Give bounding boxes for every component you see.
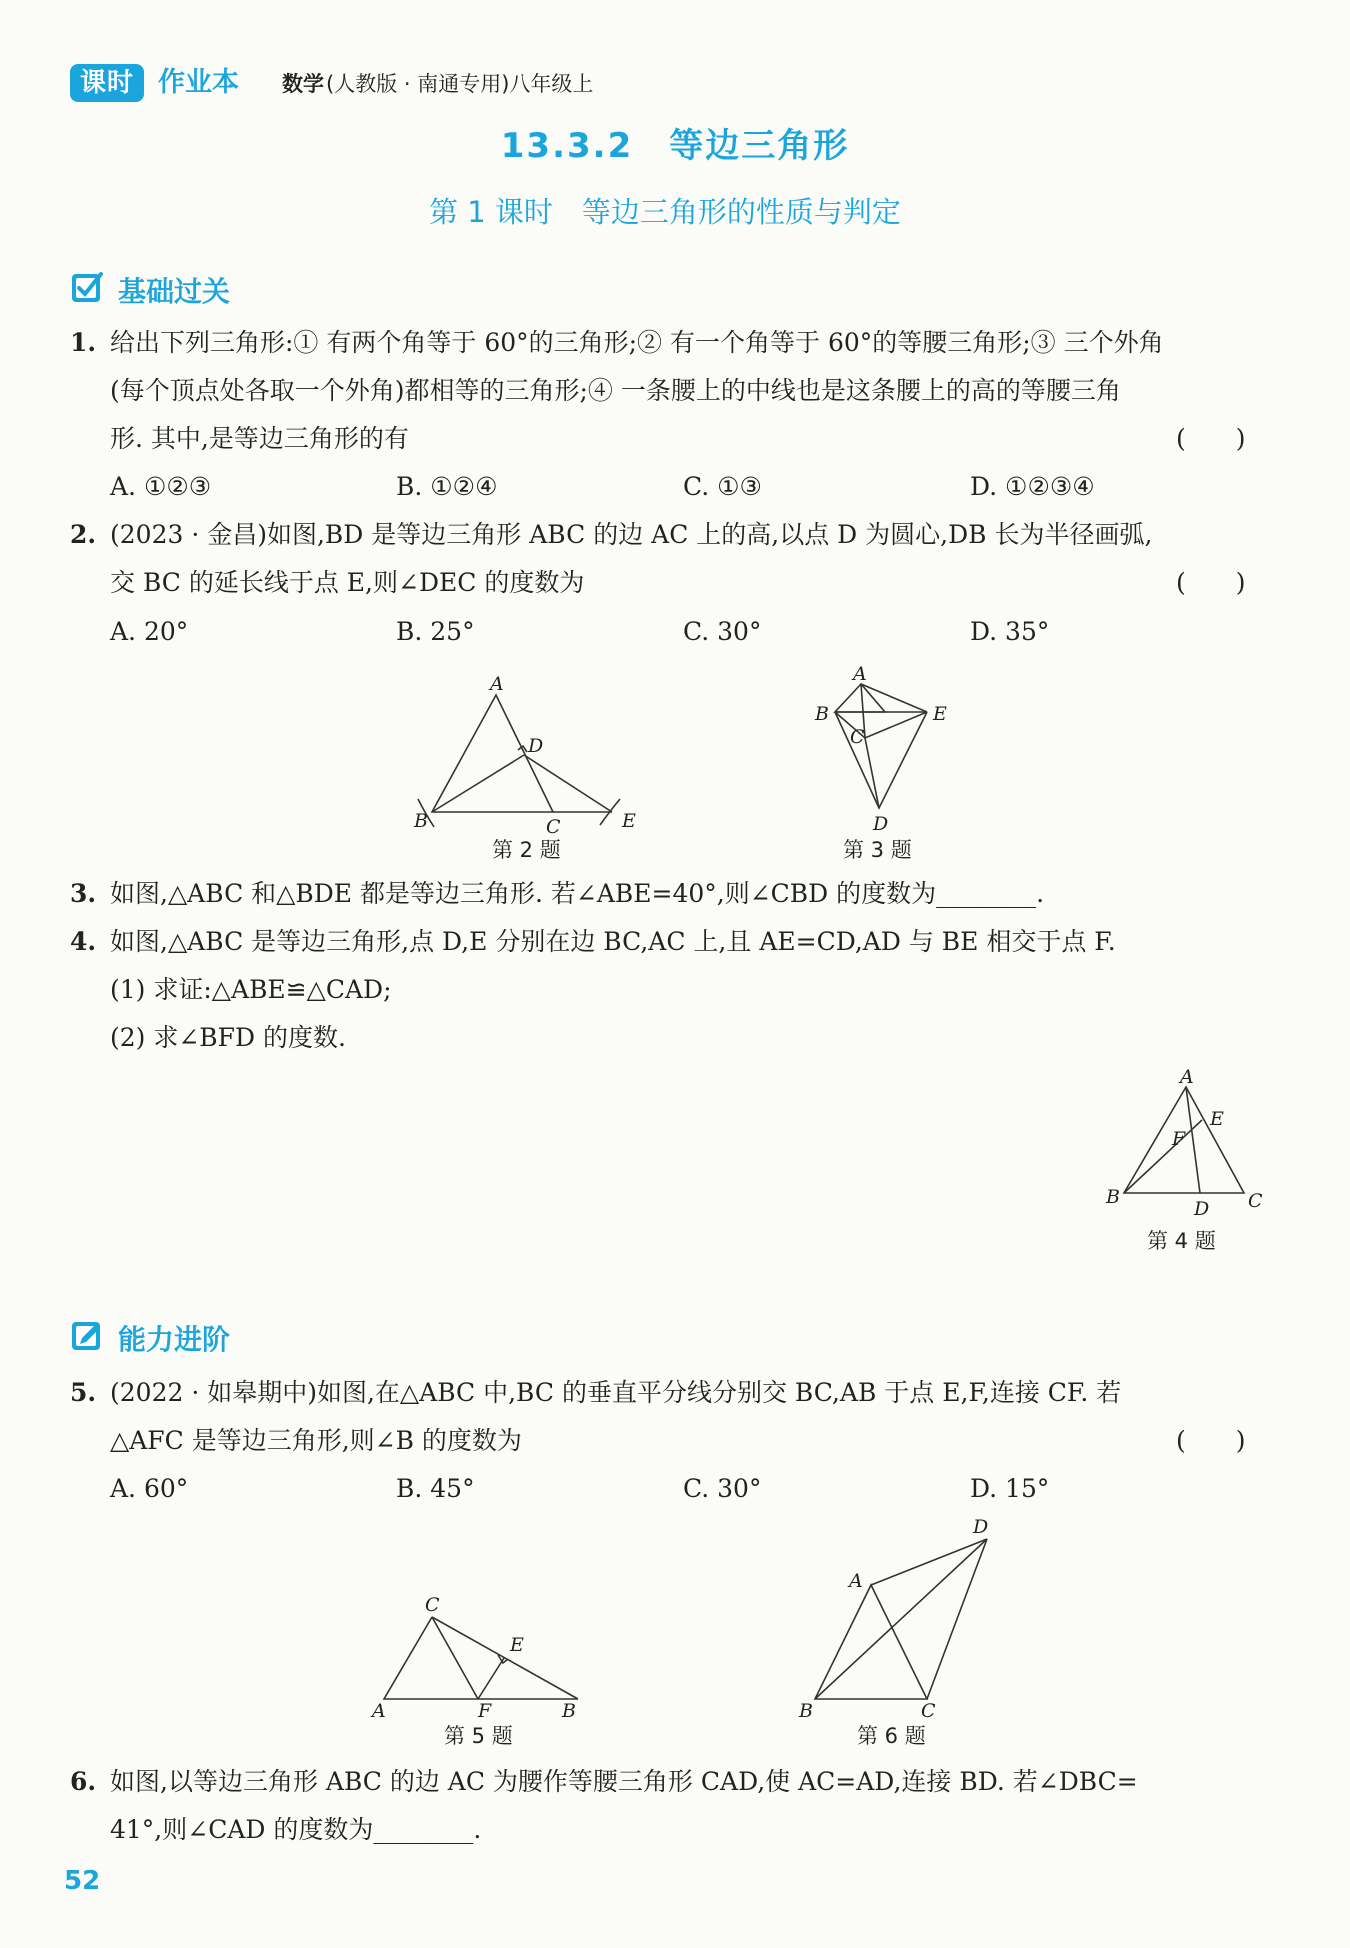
- brand-badge: 课时: [70, 64, 144, 102]
- q5-answer-paren: ( ): [1176, 1426, 1246, 1455]
- q2-answer-paren: ( ): [1176, 568, 1246, 597]
- fig4-label-c: C: [1248, 1190, 1263, 1212]
- figure-2-caption: 第 2 题: [492, 838, 561, 862]
- q2-line-2: 交 BC 的延长线于点 E,则∠DEC 的度数为: [110, 568, 585, 597]
- page-title: 13.3.2 等边三角形: [500, 126, 850, 166]
- q1-option-c: C. ①③: [683, 472, 762, 501]
- q5-option-c: C. 30°: [683, 1474, 762, 1503]
- figure-3: [795, 660, 975, 835]
- q2-option-a: A. 20°: [110, 617, 189, 646]
- figure-6-caption: 第 6 题: [857, 1724, 926, 1748]
- figure-5: [370, 1585, 590, 1720]
- fig2-label-b: B: [414, 810, 428, 832]
- q6-number: 6.: [70, 1767, 97, 1796]
- subject: 数学: [282, 72, 324, 96]
- figure-2: [400, 675, 660, 840]
- section-advanced-title: 能力进阶: [118, 1323, 231, 1356]
- q3-number: 3.: [70, 879, 97, 908]
- fig5-label-b: B: [562, 1700, 576, 1720]
- q4-line-3: (2) 求∠BFD 的度数.: [110, 1023, 346, 1052]
- fig5-label-c: C: [425, 1594, 440, 1616]
- fig5-label-e: E: [510, 1634, 524, 1656]
- lesson-subtitle: 第 1 课时 等边三角形的性质与判定: [429, 195, 901, 229]
- q2-option-d: D. 35°: [970, 617, 1050, 646]
- fig3-label-d: D: [873, 813, 889, 835]
- q2-line-1: (2023 · 金昌)如图,BD 是等边三角形 ABC 的边 AC 上的高,以点 D 为圆心,DB 长为半径画弧,: [110, 520, 1153, 549]
- q2-option-c: C. 30°: [683, 617, 762, 646]
- fig2-label-c: C: [546, 816, 561, 838]
- fig4-label-a: A: [1180, 1066, 1194, 1088]
- q5-line-2: △AFC 是等边三角形,则∠B 的度数为: [110, 1426, 522, 1455]
- fig6-label-b: B: [799, 1700, 813, 1720]
- q1-answer-paren: ( ): [1176, 424, 1246, 453]
- section-basic-title: 基础过关: [118, 275, 231, 308]
- fig2-label-e: E: [622, 810, 636, 832]
- q2-number: 2.: [70, 520, 97, 549]
- fig3-label-c: C: [850, 726, 865, 748]
- pencil-icon: [70, 1318, 104, 1352]
- q6-line-1: 如图,以等边三角形 ABC 的边 AC 为腰作等腰三角形 CAD,使 AC=AD,连接 BD. 若∠DBC=: [110, 1767, 1138, 1796]
- figure-5-caption: 第 5 题: [444, 1724, 513, 1748]
- q3-line-1: 如图,△ABC 和△BDE 都是等边三角形. 若∠ABE=40°,则∠CBD 的度数为________.: [110, 879, 1045, 908]
- figure-4-caption: 第 4 题: [1147, 1229, 1216, 1253]
- q1-number: 1.: [70, 328, 97, 357]
- page-number: 52: [64, 1866, 101, 1896]
- fig5-label-a: A: [372, 1700, 386, 1720]
- fig6-label-c: C: [921, 1700, 936, 1720]
- figure-3-caption: 第 3 题: [843, 838, 912, 862]
- fig3-label-b: B: [815, 703, 829, 725]
- fig2-label-d: D: [528, 735, 544, 757]
- q1-option-b: B. ①②④: [396, 472, 498, 501]
- q1-option-d: D. ①②③④: [970, 472, 1095, 501]
- q1-line-3: 形. 其中,是等边三角形的有: [110, 424, 409, 453]
- q6-line-2: 41°,则∠CAD 的度数为________.: [110, 1815, 482, 1844]
- fig5-label-f: F: [478, 1700, 492, 1720]
- q2-option-b: B. 25°: [396, 617, 475, 646]
- fig4-label-e: E: [1210, 1108, 1224, 1130]
- fig3-label-a: A: [853, 663, 867, 685]
- book-name: 作业本: [158, 67, 239, 98]
- q4-line-2: (1) 求证:△ABE≌△CAD;: [110, 975, 392, 1004]
- q1-line-2: (每个顶点处各取一个外角)都相等的三角形;④ 一条腰上的中线也是这条腰上的高的等腰三角: [110, 376, 1121, 405]
- figure-4: [1100, 1065, 1270, 1225]
- figure-6: [785, 1515, 1005, 1720]
- fig6-label-d: D: [973, 1516, 989, 1538]
- fig4-label-f: F: [1172, 1128, 1186, 1150]
- q5-option-b: B. 45°: [396, 1474, 475, 1503]
- q1-line-1: 给出下列三角形:① 有两个角等于 60°的三角形;② 有一个角等于 60°的等腰三角形;③ 三个外角: [110, 328, 1164, 357]
- q5-option-a: A. 60°: [110, 1474, 189, 1503]
- q5-number: 5.: [70, 1378, 97, 1407]
- q5-option-d: D. 15°: [970, 1474, 1050, 1503]
- q4-number: 4.: [70, 927, 97, 956]
- q1-option-a: A. ①②③: [110, 472, 212, 501]
- edition: (人教版 · 南通专用)八年级上: [326, 72, 594, 96]
- fig2-label-a: A: [490, 675, 504, 695]
- fig4-label-b: B: [1106, 1186, 1120, 1208]
- fig4-label-d: D: [1194, 1198, 1210, 1220]
- checklist-icon: [70, 270, 104, 304]
- fig6-label-a: A: [849, 1570, 863, 1592]
- q5-line-1: (2022 · 如皋期中)如图,在△ABC 中,BC 的垂直平分线分别交 BC,AB 于点 E,F,连接 CF. 若: [110, 1378, 1122, 1407]
- q4-line-1: 如图,△ABC 是等边三角形,点 D,E 分别在边 BC,AC 上,且 AE=CD,AD 与 BE 相交于点 F.: [110, 927, 1116, 956]
- header: [70, 64, 770, 104]
- fig3-label-e: E: [933, 703, 947, 725]
